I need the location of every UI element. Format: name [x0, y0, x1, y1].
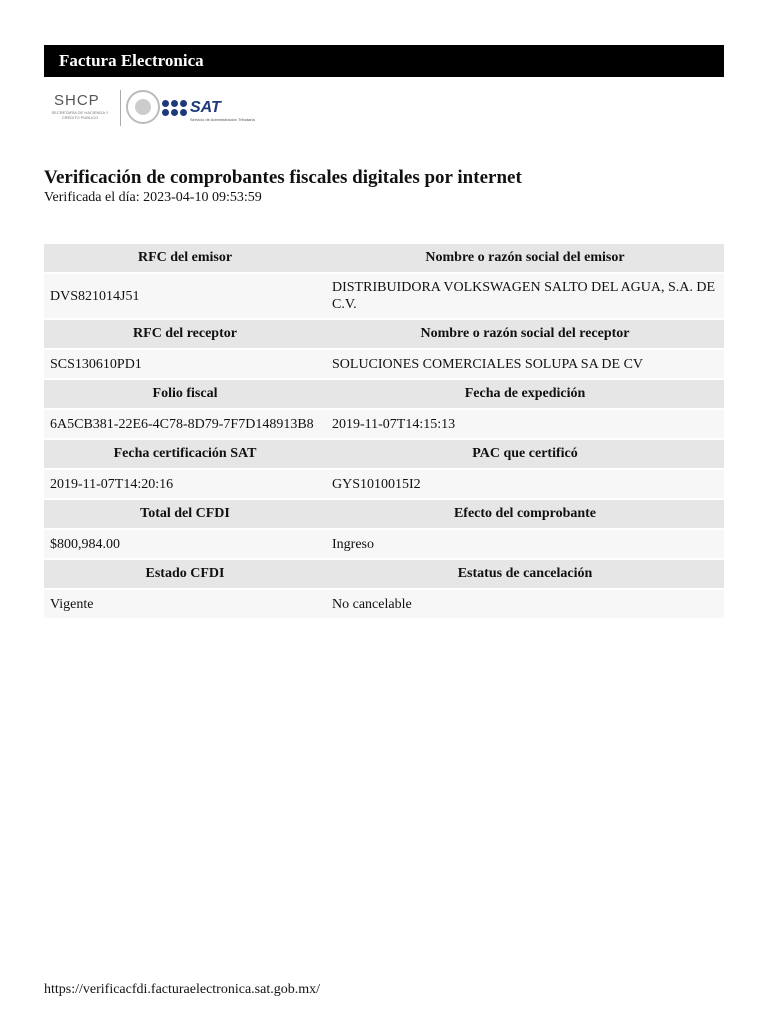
field-header-row — [44, 500, 724, 528]
field-header-row — [44, 244, 724, 272]
page-heading: Verificación de comprobantes fiscales digitales por internet — [44, 167, 522, 188]
field-label: RFC del receptor — [44, 320, 326, 348]
field-value: 2019-11-07T14:15:13 — [326, 410, 724, 438]
field-value: 2019-11-07T14:20:16 — [44, 470, 326, 498]
field-value: DVS821014J51 — [44, 274, 326, 318]
field-value-row — [44, 410, 724, 438]
field-value-row — [44, 274, 724, 318]
field-value: DISTRIBUIDORA VOLKSWAGEN SALTO DEL AGUA, S.A. DE C.V. — [326, 274, 724, 318]
shcp-logo: SHCP — [54, 92, 100, 109]
field-value: Ingreso — [326, 530, 724, 558]
shcp-logo-subtitle: SECRETARÍA DE HACIENDA Y CRÉDITO PÚBLICO — [51, 110, 109, 120]
field-value: Vigente — [44, 590, 326, 618]
national-seal-icon — [126, 90, 160, 124]
field-value: GYS1010015I2 — [326, 470, 724, 498]
logo-divider — [120, 90, 121, 126]
field-value: No cancelable — [326, 590, 724, 618]
government-logos — [44, 88, 304, 132]
field-label: Folio fiscal — [44, 380, 326, 408]
field-value-row — [44, 350, 724, 378]
field-value: $800,984.00 — [44, 530, 326, 558]
field-label: Nombre o razón social del emisor — [326, 244, 724, 272]
field-value-row — [44, 530, 724, 558]
invoice-details-table — [44, 242, 724, 620]
field-label: Nombre o razón social del receptor — [326, 320, 724, 348]
sat-logo-subtitle: Servicio de Administración Tributaria — [190, 117, 255, 122]
field-label: Fecha certificación SAT — [44, 440, 326, 468]
field-value: SOLUCIONES COMERCIALES SOLUPA SA DE CV — [326, 350, 724, 378]
field-label: Estatus de cancelación — [326, 560, 724, 588]
field-value-row — [44, 590, 724, 618]
field-value-row — [44, 470, 724, 498]
field-header-row — [44, 560, 724, 588]
field-label: Fecha de expedición — [326, 380, 724, 408]
field-header-row — [44, 440, 724, 468]
field-value: 6A5CB381-22E6-4C78-8D79-7F7D148913B8 — [44, 410, 326, 438]
field-label: RFC del emisor — [44, 244, 326, 272]
field-label: PAC que certificó — [326, 440, 724, 468]
footer-url[interactable]: https://verificacfdi.facturaelectronica.sat.gob.mx/ — [44, 982, 320, 997]
verification-date: Verificada el día: 2023-04-10 09:53:59 — [44, 190, 262, 205]
page-title-bar — [44, 45, 724, 77]
field-header-row — [44, 320, 724, 348]
field-value: SCS130610PD1 — [44, 350, 326, 378]
field-label: Total del CFDI — [44, 500, 326, 528]
sat-logo: SAT — [190, 99, 221, 116]
page-title: Factura Electronica — [59, 51, 204, 70]
field-label: Estado CFDI — [44, 560, 326, 588]
field-header-row — [44, 380, 724, 408]
field-label: Efecto del comprobante — [326, 500, 724, 528]
